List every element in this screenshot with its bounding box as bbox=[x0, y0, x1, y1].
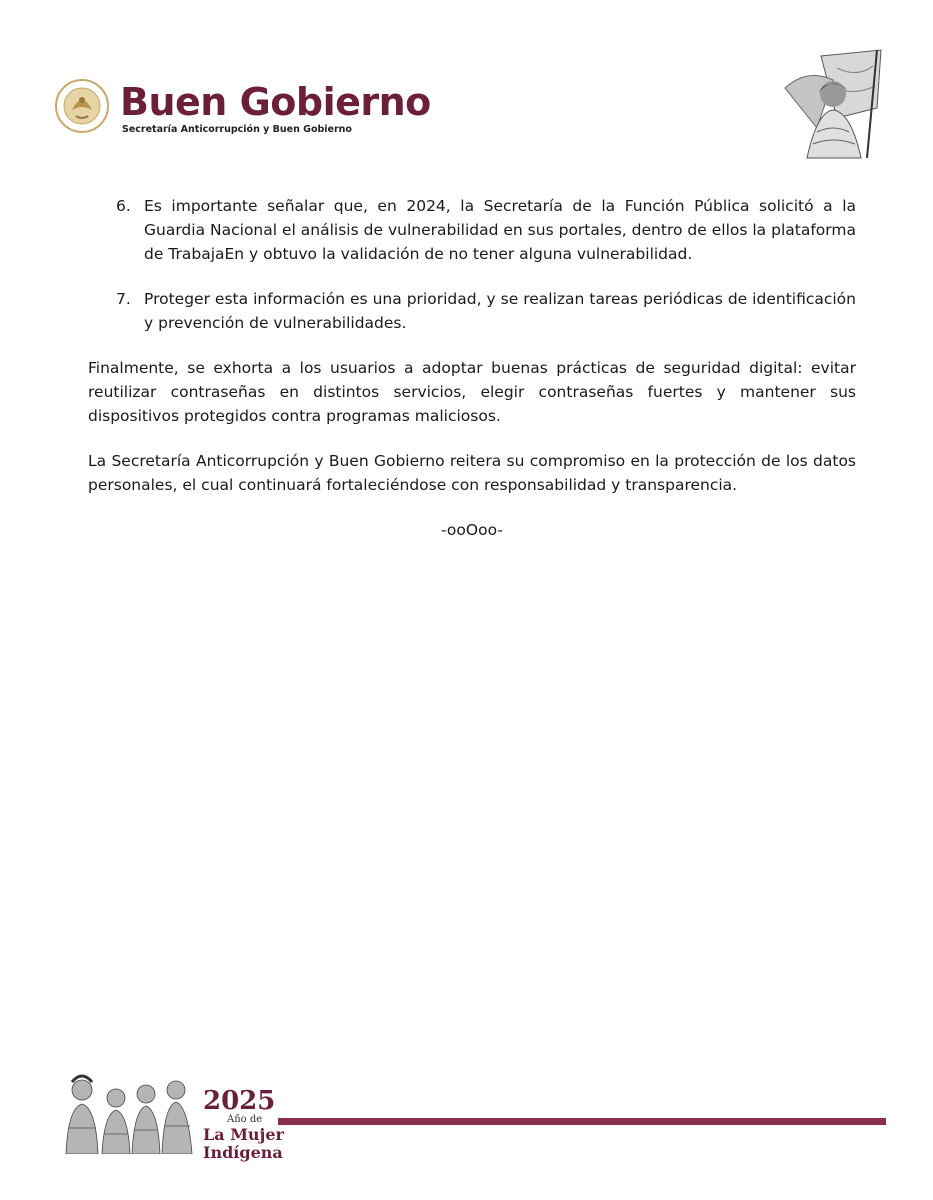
year-emblem bbox=[203, 1088, 284, 1162]
document-body bbox=[88, 194, 856, 542]
header-logo bbox=[54, 76, 431, 140]
footer-divider bbox=[278, 1118, 886, 1125]
security-advice-paragraph: Finalmente, se exhorta a los usuarios a adoptar buenas prácticas de seguridad digital: evitar reutilizar contraseñas en distintos servicios, elegir contraseñas fuertes y mantener sus dispositivos protegidos contra programas maliciosos. bbox=[88, 359, 856, 425]
indigenous-women-illustration-icon bbox=[58, 1068, 196, 1154]
numbered-list bbox=[88, 194, 856, 335]
year-title-line: Indígena bbox=[203, 1143, 283, 1162]
year-title-line: La Mujer bbox=[203, 1125, 284, 1144]
year-subtitle: Año de bbox=[227, 1114, 263, 1125]
list-item-number: 7. bbox=[116, 290, 131, 308]
closing-mark: -ooOoo- bbox=[441, 521, 503, 539]
commitment-paragraph: La Secretaría Anticorrupción y Buen Gobierno reitera su compromiso en la protección de los datos personales, el cual continuará fortaleciéndose con responsabilidad y transparencia. bbox=[88, 452, 856, 494]
list-item bbox=[116, 287, 856, 335]
list-item bbox=[116, 194, 856, 266]
flag-woman-illustration-icon bbox=[777, 48, 887, 160]
brand-subtitle: Secretaría Anticorrupción y Buen Gobierno bbox=[122, 123, 352, 135]
list-item-number: 6. bbox=[116, 197, 131, 215]
national-seal-icon bbox=[54, 76, 110, 140]
year: 2025 bbox=[203, 1086, 276, 1116]
list-item-text: Es importante señalar que, en 2024, la Secretaría de la Función Pública solicitó a la Guardia Nacional el análisis de vulnerabilidad en sus portales, dentro de ellos la plataforma de TrabajaEn y obtuvo la validación de no tener alguna vulnerabilidad. bbox=[144, 197, 856, 263]
brand-name: Buen Gobierno bbox=[120, 79, 431, 124]
list-item-text: Proteger esta información es una prioridad, y se realizan tareas periódicas de identificación y prevención de vulnerabilidades. bbox=[144, 290, 856, 332]
